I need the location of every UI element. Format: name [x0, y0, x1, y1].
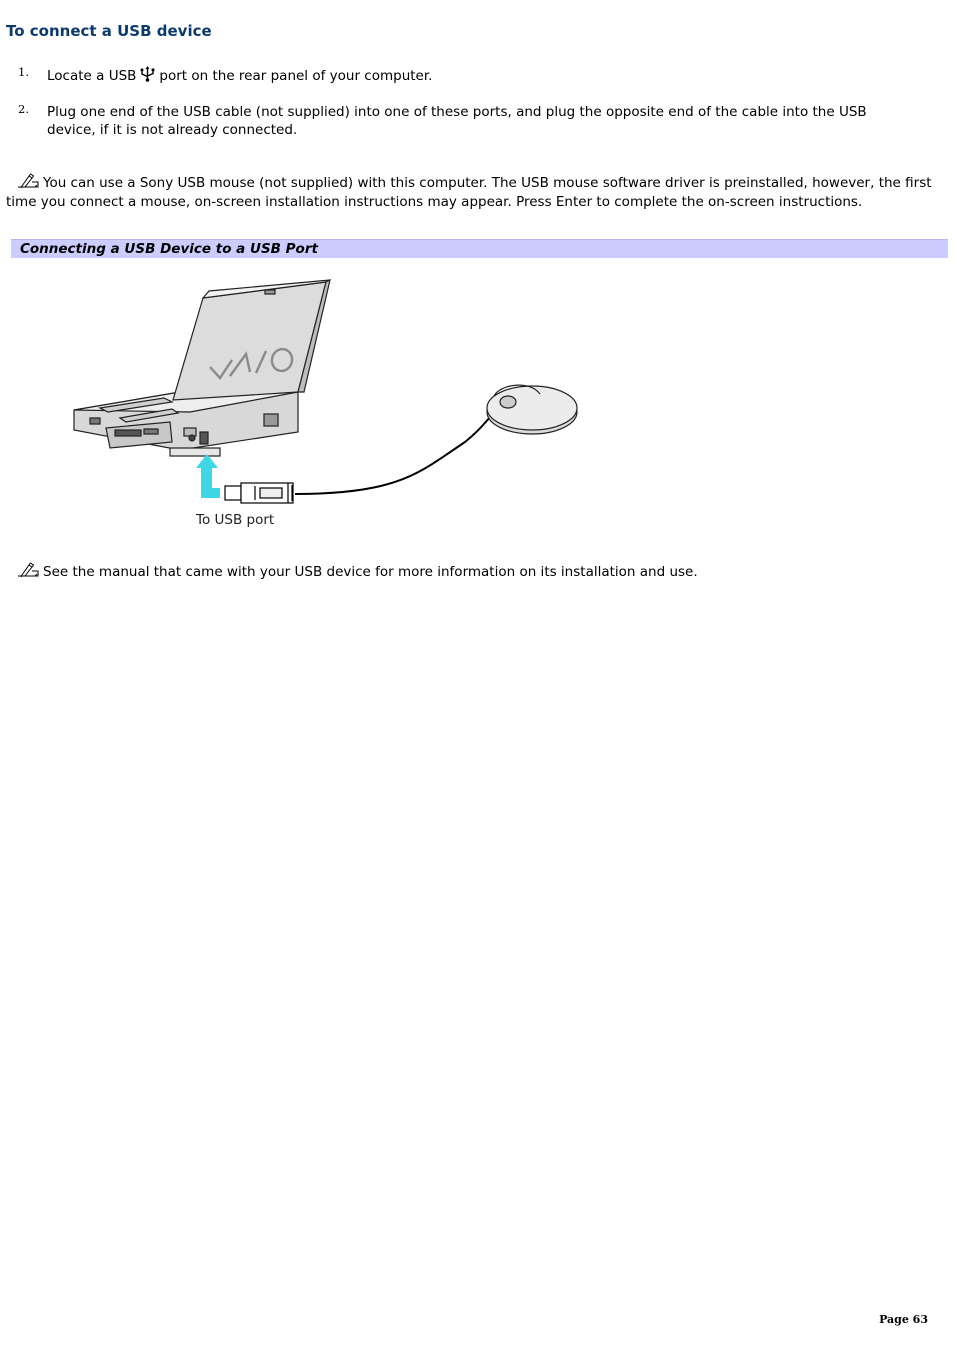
laptop-illustration: [74, 280, 330, 456]
usb-trident-icon: [139, 66, 156, 87]
note-text: You can use a Sony USB mouse (not supplied) with this computer. The USB mouse software driver is preinstalled, however, the first time you connect a mouse, on-screen installation instructions may appear. Press Enter to complete the on-screen instructions.: [6, 175, 932, 210]
step-text: [47, 66, 914, 87]
step-1: [18, 66, 914, 87]
step-text-end: port on the rear panel of your computer.: [159, 68, 433, 84]
figure-caption: Connecting a USB Device to a USB Port: [20, 241, 318, 257]
usb-connection-figure: [60, 272, 600, 546]
step-number: 1.: [18, 65, 29, 79]
figure-caption-bar: [11, 239, 948, 258]
step-2: [18, 103, 914, 139]
figure-label: To USB port: [196, 512, 275, 528]
insertion-arrow: [196, 454, 220, 498]
step-text: Plug one end of the USB cable (not supplied) into one of these ports, and plug the opposite end of the cable into the USB device, if it is not already connected.: [47, 104, 867, 138]
note-1: [6, 173, 932, 211]
step-number: 2.: [18, 102, 29, 116]
page-number: Page 63: [879, 1313, 928, 1326]
page-heading: To connect a USB device: [6, 22, 212, 40]
usb-plug: [225, 483, 293, 503]
note-2: [6, 562, 932, 583]
usb-cable: [295, 410, 500, 494]
note-pencil-icon: [16, 562, 40, 583]
step-text-start: Locate a USB: [47, 68, 137, 84]
mouse-illustration: [487, 385, 577, 434]
note-pencil-icon: [16, 173, 40, 194]
note-text: See the manual that came with your USB device for more information on its installation and use.: [43, 564, 698, 580]
